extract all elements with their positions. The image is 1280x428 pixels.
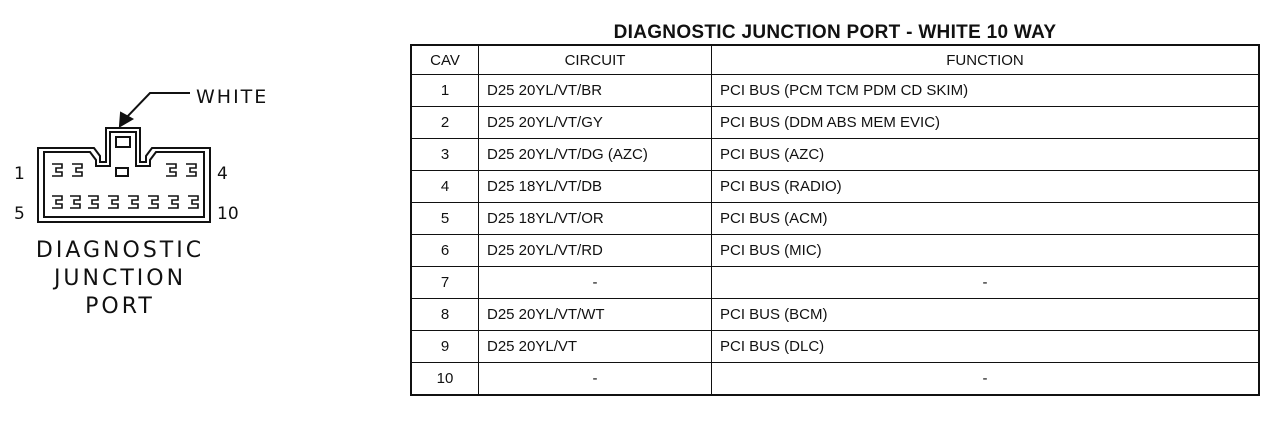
pin-label-4: 4 (217, 164, 228, 184)
cell-cav: 7 (411, 267, 479, 299)
cell-cav: 10 (411, 363, 479, 396)
cell-function: PCI BUS (DLC) (712, 331, 1260, 363)
table-row (411, 107, 1259, 139)
cavity-7 (88, 196, 98, 208)
cell-function: - (712, 363, 1260, 396)
cavity-2 (72, 164, 82, 176)
cell-cav: 9 (411, 331, 479, 363)
cell-cav: 4 (411, 171, 479, 203)
cell-circuit: - (479, 267, 712, 299)
cell-cav: 5 (411, 203, 479, 235)
table-row (411, 331, 1259, 363)
cell-function: PCI BUS (DDM ABS MEM EVIC) (712, 107, 1260, 139)
leader-line (126, 93, 190, 118)
cell-circuit: D25 20YL/VT/GY (479, 107, 712, 139)
cell-circuit: - (479, 363, 712, 396)
cell-circuit: D25 20YL/VT/WT (479, 299, 712, 331)
cavity-10 (148, 196, 158, 208)
caption-line-2: JUNCTION (53, 266, 187, 291)
cell-function: PCI BUS (MIC) (712, 235, 1260, 267)
cell-function: PCI BUS (PCM TCM PDM CD SKIM) (712, 75, 1260, 107)
cell-circuit: D25 20YL/VT/RD (479, 235, 712, 267)
connector-drawing (0, 0, 320, 428)
latch-tab (116, 137, 130, 147)
cavity-3 (166, 164, 176, 176)
pin-label-1: 1 (14, 164, 25, 184)
pinout-table (410, 44, 1260, 396)
cell-cav: 2 (411, 107, 479, 139)
table-header-row (411, 45, 1259, 75)
cell-circuit: D25 20YL/VT/BR (479, 75, 712, 107)
cell-function: PCI BUS (AZC) (712, 139, 1260, 171)
cell-function: PCI BUS (BCM) (712, 299, 1260, 331)
caption-line-1: DIAGNOSTIC (35, 238, 205, 263)
cell-cav: 3 (411, 139, 479, 171)
table-title: DIAGNOSTIC JUNCTION PORT - WHITE 10 WAY (613, 22, 1057, 43)
cell-function: PCI BUS (ACM) (712, 203, 1260, 235)
cell-circuit: D25 18YL/VT/DB (479, 171, 712, 203)
cavity-8 (108, 196, 118, 208)
table-row (411, 203, 1259, 235)
connector-diagram (0, 0, 320, 428)
caption-line-3: PORT (85, 294, 155, 319)
table-row (411, 139, 1259, 171)
cavity-12 (188, 196, 198, 208)
pin-label-5: 5 (14, 204, 25, 224)
connector-color-label: WHITE (196, 86, 269, 108)
cavity-1 (52, 164, 62, 176)
cell-function: PCI BUS (RADIO) (712, 171, 1260, 203)
table-row (411, 299, 1259, 331)
cell-cav: 8 (411, 299, 479, 331)
cavity-6 (70, 196, 80, 208)
center-key (116, 168, 128, 176)
cell-cav: 6 (411, 235, 479, 267)
connector-caption (20, 237, 220, 321)
header-cav: CAV (411, 45, 479, 75)
housing-inner (44, 132, 204, 217)
table-row (411, 235, 1259, 267)
cell-circuit: D25 18YL/VT/OR (479, 203, 712, 235)
cell-function: - (712, 267, 1260, 299)
pin-label-10: 10 (217, 204, 239, 224)
cavity-5 (52, 196, 62, 208)
cavity-11 (168, 196, 178, 208)
table-row (411, 267, 1259, 299)
cavity-4 (186, 164, 196, 176)
cell-circuit: D25 20YL/VT/DG (AZC) (479, 139, 712, 171)
cell-circuit: D25 20YL/VT (479, 331, 712, 363)
cell-cav: 1 (411, 75, 479, 107)
cavity-9 (128, 196, 138, 208)
table-row (411, 171, 1259, 203)
table-row (411, 75, 1259, 107)
table-row (411, 363, 1259, 396)
header-circuit: CIRCUIT (479, 45, 712, 75)
header-function: FUNCTION (712, 45, 1260, 75)
